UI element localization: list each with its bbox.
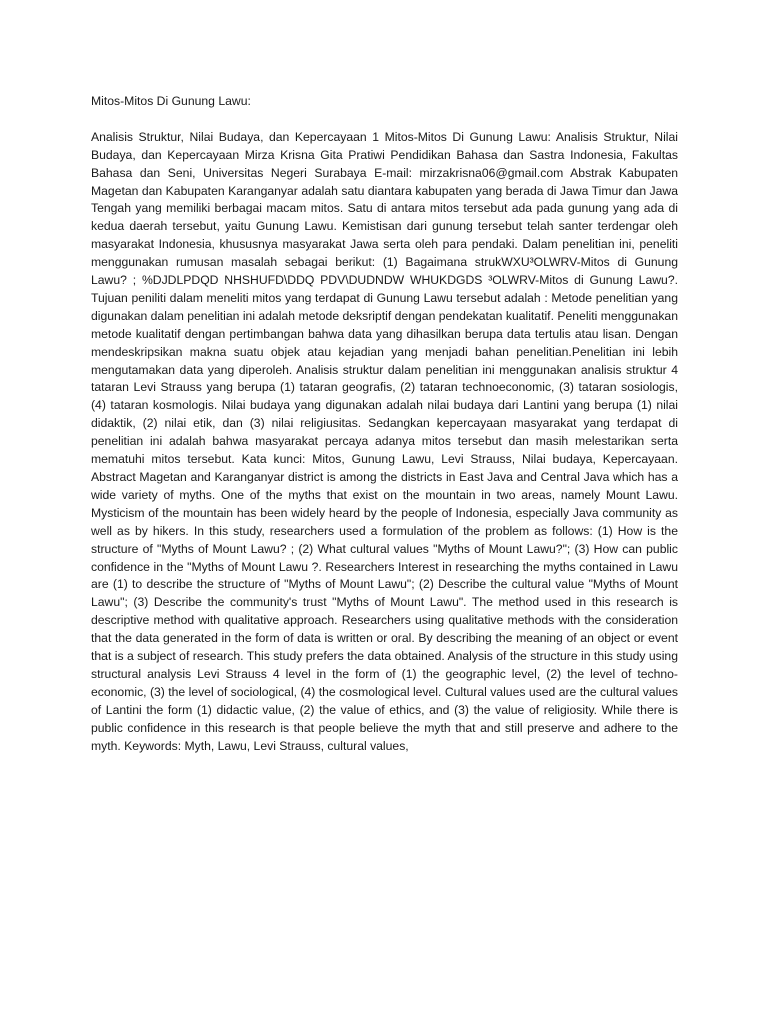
document-body-paragraph: Analisis Struktur, Nilai Budaya, dan Kepercayaan 1 Mitos-Mitos Di Gunung Lawu: Analisis Struktur, Nilai Budaya, dan Kepercayaan Mirza Krisna Gita Pratiwi Pendidikan Bahasa dan Sastra Indonesia, Fakultas Bahasa dan Seni, Universitas Negeri Surabaya E-mail: mirzakrisna06@gmail.com Abstrak Kabupaten Magetan dan Kabupaten Karanganyar adalah satu diantara kabupaten yang berada di Jawa Timur dan Jawa Tengah yang memiliki berbagai macam mitos. Satu di antara mitos tersebut ada pada gunung yang ada di kedua daerah tersebut, yaitu Gunung Lawu. Kemistisan dari gunung tersebut telah santer terdengar oleh masyarakat Indonesia, khususnya masyarakat Jawa serta oleh para pendaki. Dalam penelitian ini, peneliti menggunakan rumusan masalah sebagai berikut: (1) Bagaimana strukWXU³OLWRV-Mitos di Gunung Lawu? ; %DJDLPDQD NHSHUFD\DDQ PDV\DUDNDW WHUKDGDS ³OLWRV-Mitos di Gunung Lawu?. Tujuan peniliti dalam meneliti mitos yang terdapat di Gunung Lawu tersebut adalah : Metode penelitian yang digunakan dalam penelitian ini adalah metode deksriptif dengan pendekatan kualitatif. Peneliti menggunakan metode kualitatif dengan pertimbangan bahwa data yang dihasilkan berupa data tertulis atau lisan. Dengan mendeskripsikan makna suatu objek atau kejadian yang menjadi bahan penelitian.Penelitian ini lebih mengutamakan data yang diperoleh. Analisis struktur dalam penelitian ini menggunakan analisis struktur 4 tataran Levi Strauss yang berupa (1) tataran geografis, (2) tataran technoeconomic, (3) tataran sosiologis, (4) tataran kosmologis. Nilai budaya yang digunakan adalah nilai budaya dari Lantini yang berupa (1) nilai didaktik, (2) nilai etik, dan (3) nilai religiusitas. Sedangkan kepercayaan masyarakat yang terdapat di penelitian ini adalah bahwa masyarakat percaya adanya mitos tersebut dan masih melestarikan serta mematuhi mitos tersebut. Kata kunci: Mitos, Gunung Lawu, Levi Strauss, Nilai budaya, Kepercayaan. Abstract Magetan and Karanganyar district is among the districts in East Java and Central Java which has a wide variety of myths. One of the myths that exist on the mountain in two areas, namely Mount Lawu. Mysticism of the mountain has been widely heard by the people of Indonesia, especially Java community as well as by hikers. In this study, researchers used a formulation of the problem as follows: (1) How is the structure of "Myths of Mount Lawu? ; (2) What cultural values "Myths of Mount Lawu?"; (3) How can public confidence in the "Myths of Mount Lawu ?. Researchers Interest in researching the myths contained in Lawu are (1) to describe the structure of "Myths of Mount Lawu"; (2) Describe the cultural value "Myths of Mount Lawu"; (3) Describe the community's trust "Myths of Mount Lawu". The method used in this research is descriptive method with qualitative approach. Researchers using qualitative methods with the consideration that the data generated in the form of data is written or oral. By describing the meaning of an object or event that is a subject of research. This study prefers the data obtained. Analysis of the structure in this study using structural analysis Levi Strauss 4 level in the form of (1) the geographic level, (2) the level of techno-economic, (3) the level of sociological, (4) the cosmological level. Cultural values used are the cultural values of Lantini the form (1) didactic value, (2) the value of ethics, and (3) the value of religiosity. While there is public confidence in this research is that people believe the myth that and still preserve and adhere to the myth. Keywords: Myth, Lawu, Levi Strauss, cultural values, <box>91 129 678 753</box>
document-title: Mitos-Mitos Di Gunung Lawu: <box>91 94 251 108</box>
document-content <box>91 93 678 756</box>
